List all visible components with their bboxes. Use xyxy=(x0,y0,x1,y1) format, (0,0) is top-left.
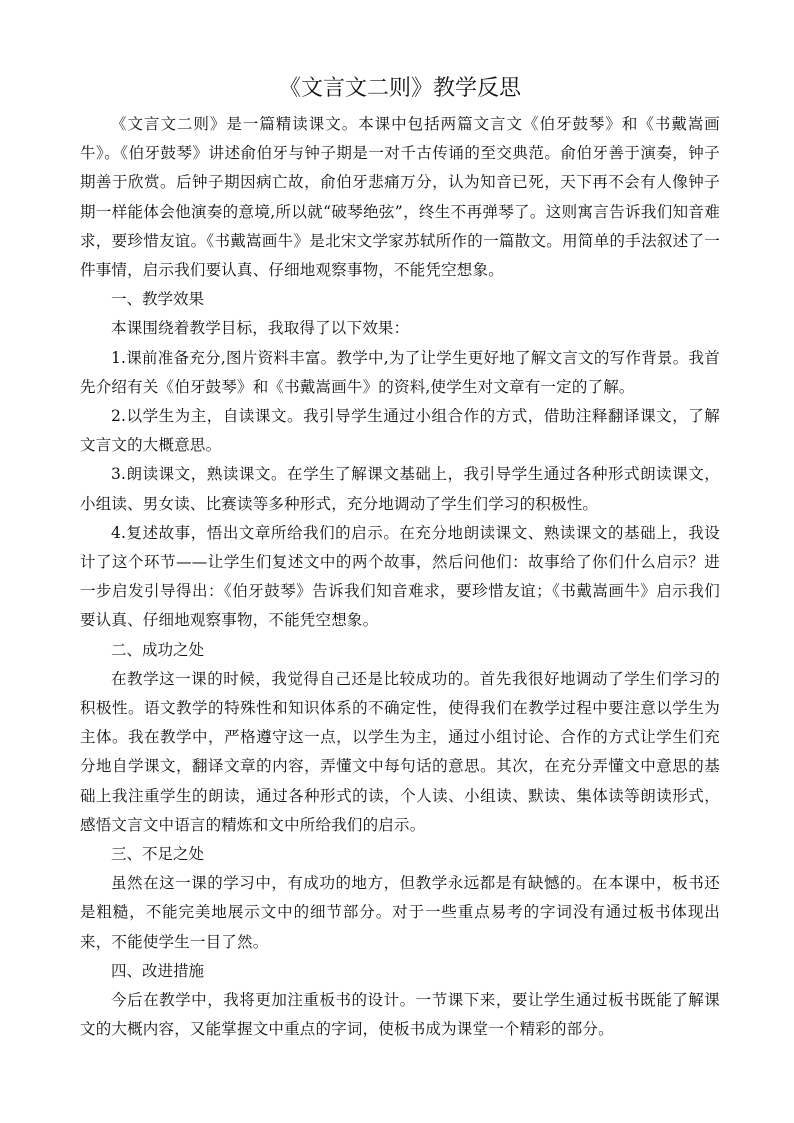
document-title: 《文言文二则》教学反思 xyxy=(278,76,521,101)
section4-body: 今后在教学中，我将更加注重板书的设计。一节课下来，要让学生通过板书既能了解课文的大概内容，又能掌握文中重点的字词，使板书成为课堂一个精彩的部分。 xyxy=(80,991,720,1039)
section1-item-4: 4.复述故事，悟出文章所给我们的启示。在充分地朗读课文、熟读课文的基础上，我设计了这个环节——让学生们复述文中的两个故事，然后问他们：故事给了你们什么启示？进一步启发引导得出：《伯牙鼓琴》告诉我们知音难求，要珍惜友谊；《书戴嵩画牛》启示我们要认真、仔细地观察事物，不能凭空想象。 xyxy=(80,523,720,630)
section-heading-teaching-effect: 一、教学效果 xyxy=(111,290,205,309)
section-heading-improvements: 四、改进措施 xyxy=(111,961,205,980)
section-heading-successes: 二、成功之处 xyxy=(111,640,205,659)
section2-body: 在教学这一课的时候，我觉得自己还是比较成功的。首先我很好地调动了学生们学习的积极性。语文教学的特殊性和知识体系的不确定性，使得我们在教学过程中要注意以学生为主体。我在教学中，严格遵守这一点，以学生为主，通过小组讨论、合作的方式让学生们充分地自学课文，翻译文章的内容，弄懂文中每句话的意思。其次，在充分弄懂文中意思的基础上我注重学生的朗读，通过各种形式的读，个人读、小组读、默读、集体读等朗读形式，感悟文言文中语言的精炼和文中所给我们的启示。 xyxy=(80,669,720,834)
intro-paragraph: 《文言文二则》是一篇精读课文。本课中包括两篇文言文《伯牙鼓琴》和《书戴嵩画牛》。《伯牙鼓琴》讲述俞伯牙与钟子期是一对千古传诵的至交典范。俞伯牙善于演奏，钟子期善于欣赏。后钟子期因病亡故，俞伯牙悲痛万分，认为知音已死，天下再不会有人像钟子期一样能体会他演奏的意境,所以就“破琴绝弦”，终生不再弹琴了。这则寓言告诉我们知音难求，要珍惜友谊。《书戴嵩画牛》是北宋文学家苏轼所作的一篇散文。用简单的手法叙述了一件事情，启示我们要认真、仔细地观察事物，不能凭空想象。 xyxy=(80,115,720,280)
document-page xyxy=(80,72,720,1045)
section-heading-shortcomings: 三、不足之处 xyxy=(111,845,205,864)
section1-item-1: 1.课前准备充分,图片资料丰富。教学中,为了让学生更好地了解文言文的写作背景。我首先介绍有关《伯牙鼓琴》和《书戴嵩画牛》的资料,使学生对文章有一定的了解。 xyxy=(80,348,720,396)
section1-item-2: 2.以学生为主，自读课文。我引导学生通过小组合作的方式，借助注释翻译课文，了解文言文的大概意思。 xyxy=(80,407,720,455)
section3-body: 虽然在这一课的学习中，有成功的地方，但教学永远都是有缺憾的。在本课中，板书还是粗糙，不能完美地展示文中的细节部分。对于一些重点易考的字词没有通过板书体现出来，不能使学生一目了然。 xyxy=(80,874,720,951)
section1-item-3: 3.朗读课文，熟读课文。在学生了解课文基础上，我引导学生通过各种形式朗读课文，小组读、男女读、比赛读等多种形式，充分地调动了学生们学习的积极性。 xyxy=(80,465,720,513)
section1-lead-paragraph: 本课围绕着教学目标，我取得了以下效果： xyxy=(111,319,410,338)
